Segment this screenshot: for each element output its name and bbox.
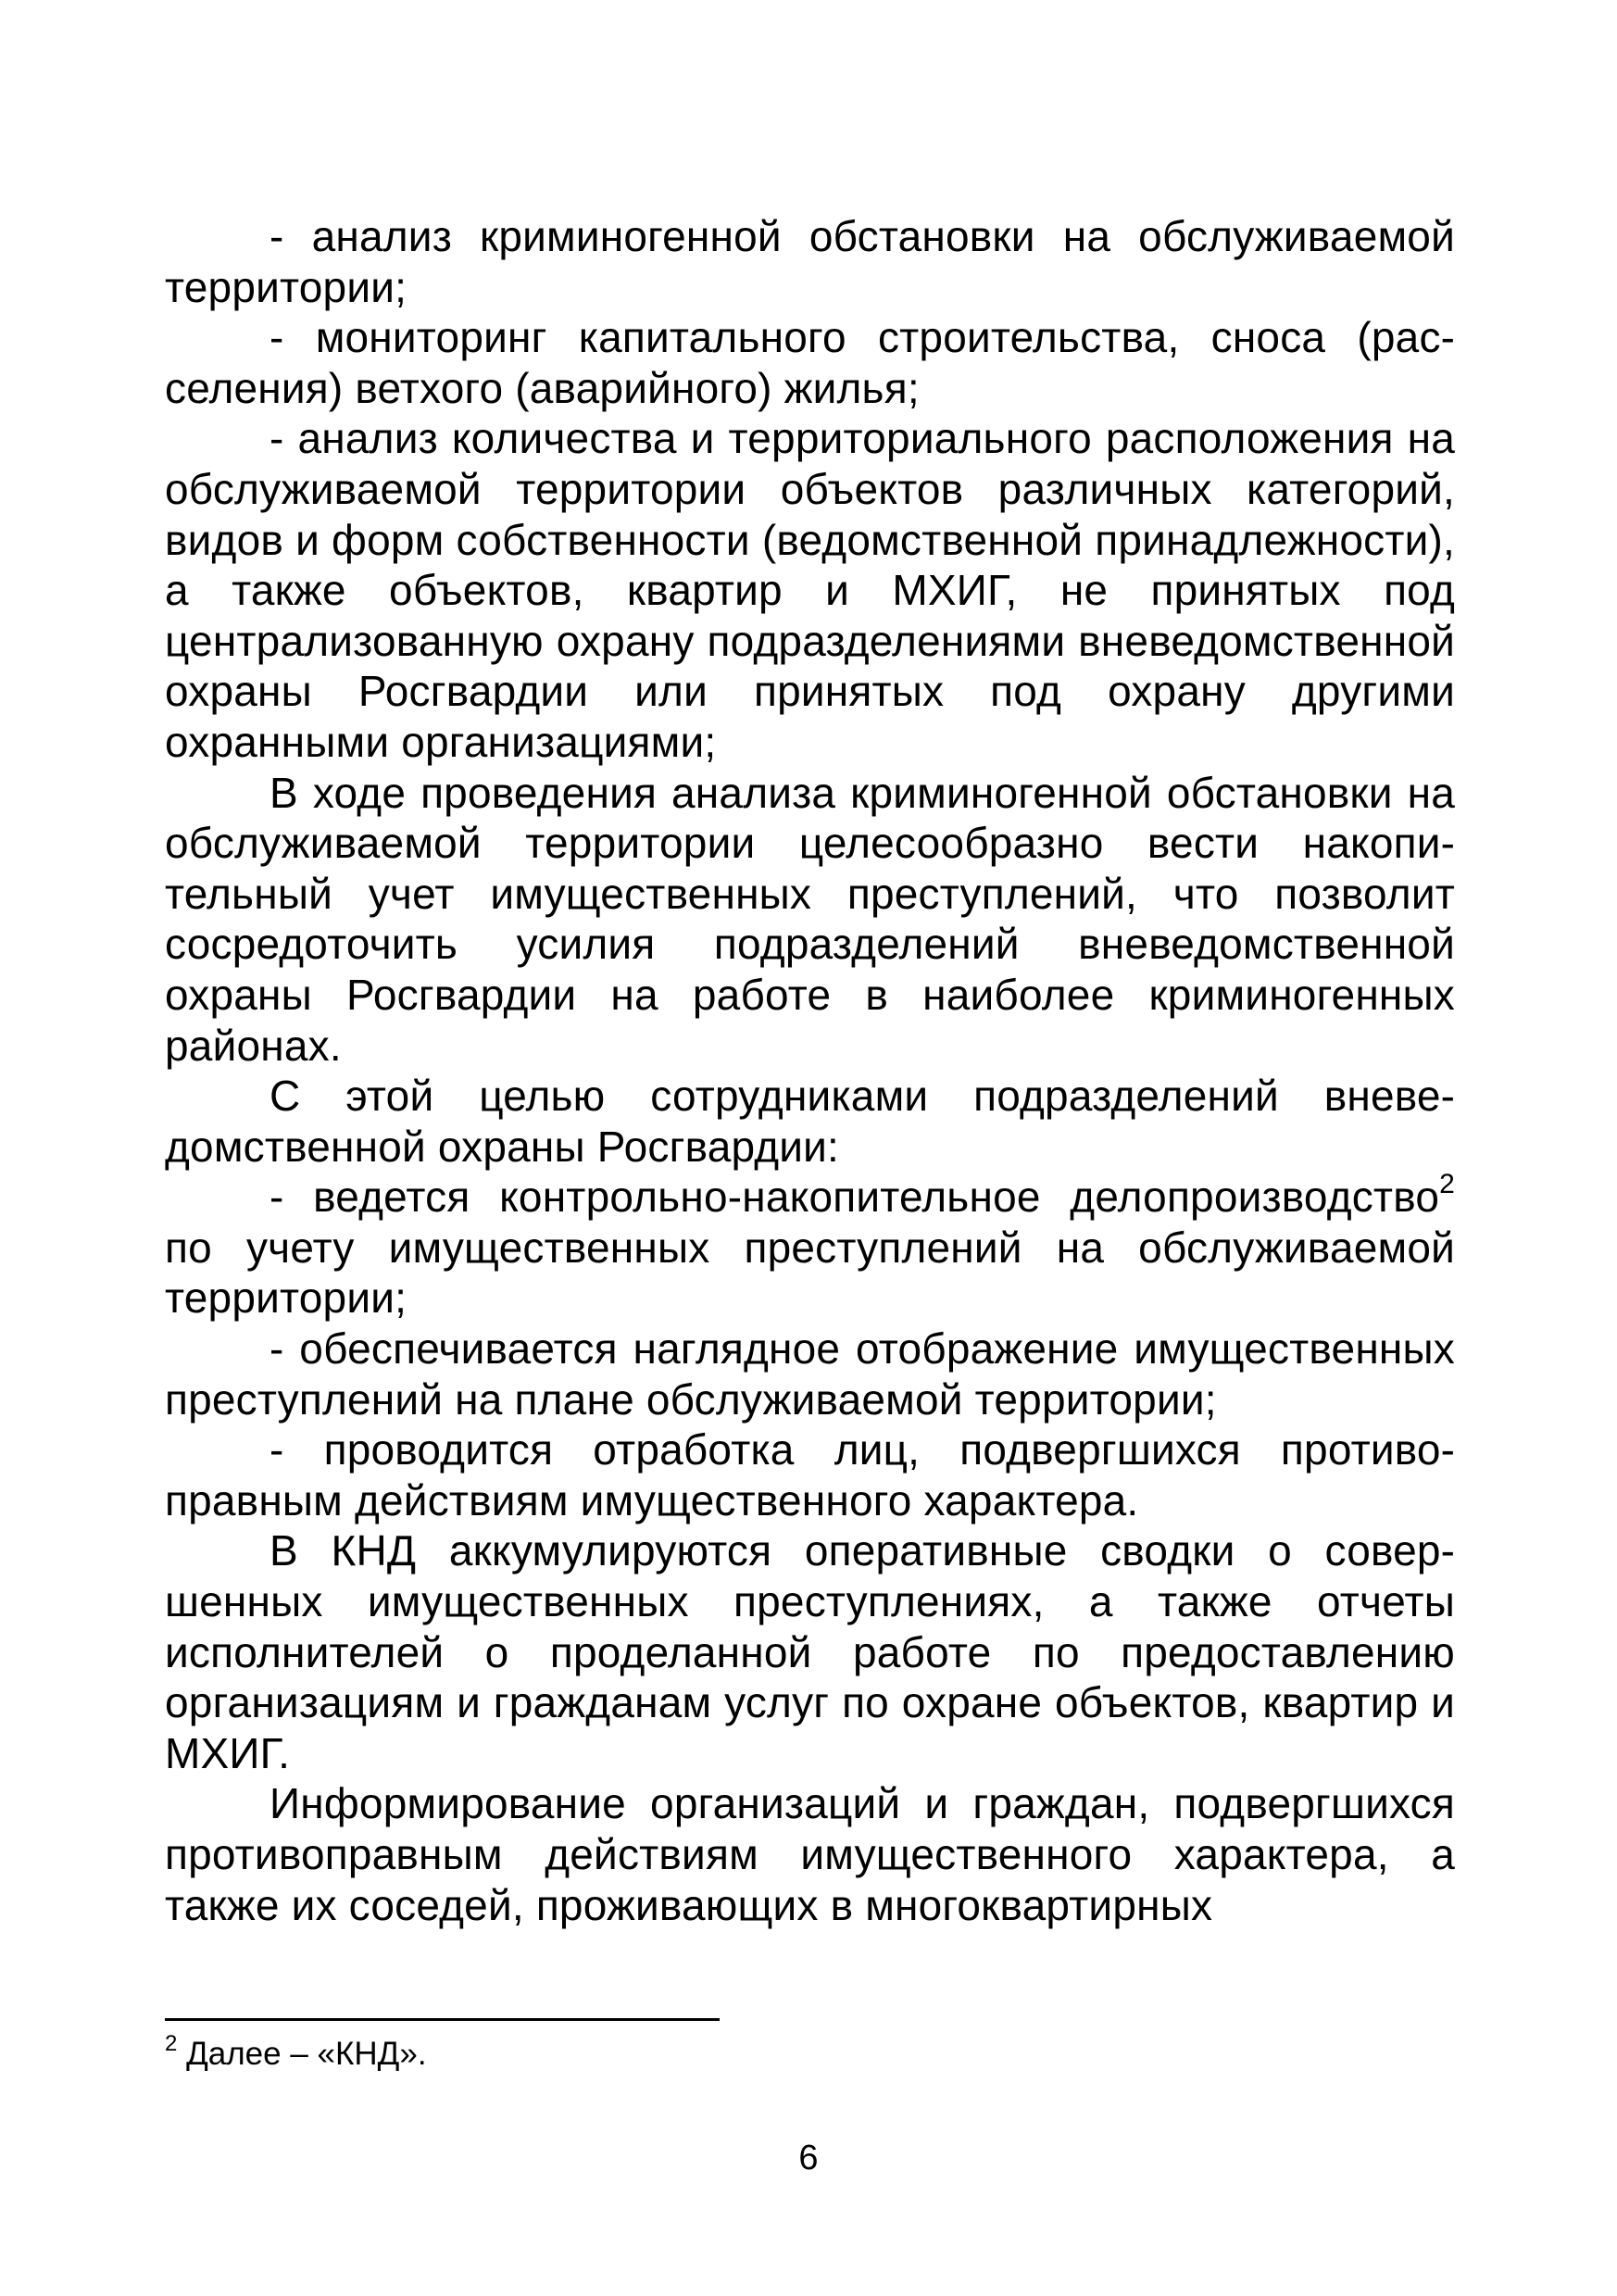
paragraph-visual-display: - обеспечивается наглядное отображение имущественных преступлений на плане обслуживаемой территории;: [165, 1324, 1455, 1424]
paragraph-purpose: С этой целью сотрудниками подразделений вневедомственной охраны Росгвардии:: [165, 1072, 1455, 1171]
footnote-marker: 2: [165, 2031, 178, 2057]
footnote: [165, 2031, 427, 2075]
kndo-text-before: - ведется контрольно-накопительное делопроизводство: [270, 1173, 1440, 1222]
footnote-reference: 2: [1439, 1168, 1455, 1199]
paragraph-analysis-crime: - анализ криминогенной обстановки на обслуживаемой территории;: [165, 212, 1455, 311]
paragraph-crime-accounting: В ходе проведения анализа криминогенной обстановки на обслуживаемой территории целесообразно вести накопительный учет имущественных преступлений, что позволит сосредоточить усилия подразделений вневедомственной охраны Росгвардии на работе в наиболее криминогенных районах.: [165, 768, 1455, 1070]
paragraph-knd-reports: В КНД аккумулируются оперативные сводки о совершенных имущественных преступлениях, а также отчеты исполнителей о проделанной работе по предоставлению организациям и гражданам услуг по охране объектов, квартир и МХИГ.: [165, 1526, 1455, 1777]
kndo-text-after: по учету имущественных преступлений на обслуживаемой территории;: [165, 1223, 1455, 1323]
main-text: [165, 211, 1455, 1930]
paragraph-analysis-objects: - анализ количества и территориального расположения на обслуживаемой территории объектов различных категорий, видов и форм собственности (ведомственной принадлежности), а также объектов, квартир и МХИГ, не принятых под централизованную охрану подразделениями вневедомственной охраны Росгвардии или принятых под охрану другими охранными организациями;: [165, 414, 1455, 766]
page-number: 6: [798, 2139, 819, 2177]
paragraph-monitoring-construction: - мониторинг капитального строительства, сноса (расселения) ветхого (аварийного) жилья;: [165, 313, 1455, 412]
paragraph-informing: Информирование организаций и граждан, подвергшихся противоправным действиям имущественного характера, а также их соседей, проживающих в многоквартирных: [165, 1779, 1455, 1929]
footnote-separator: [165, 2018, 720, 2021]
paragraph-persons-work: - проводится отработка лиц, подвергшихся противоправным действиям имущественного характера.: [165, 1425, 1455, 1524]
footnote-text: Далее – «КНД».: [177, 2036, 427, 2072]
paragraph-kndo: [165, 1168, 1455, 1324]
